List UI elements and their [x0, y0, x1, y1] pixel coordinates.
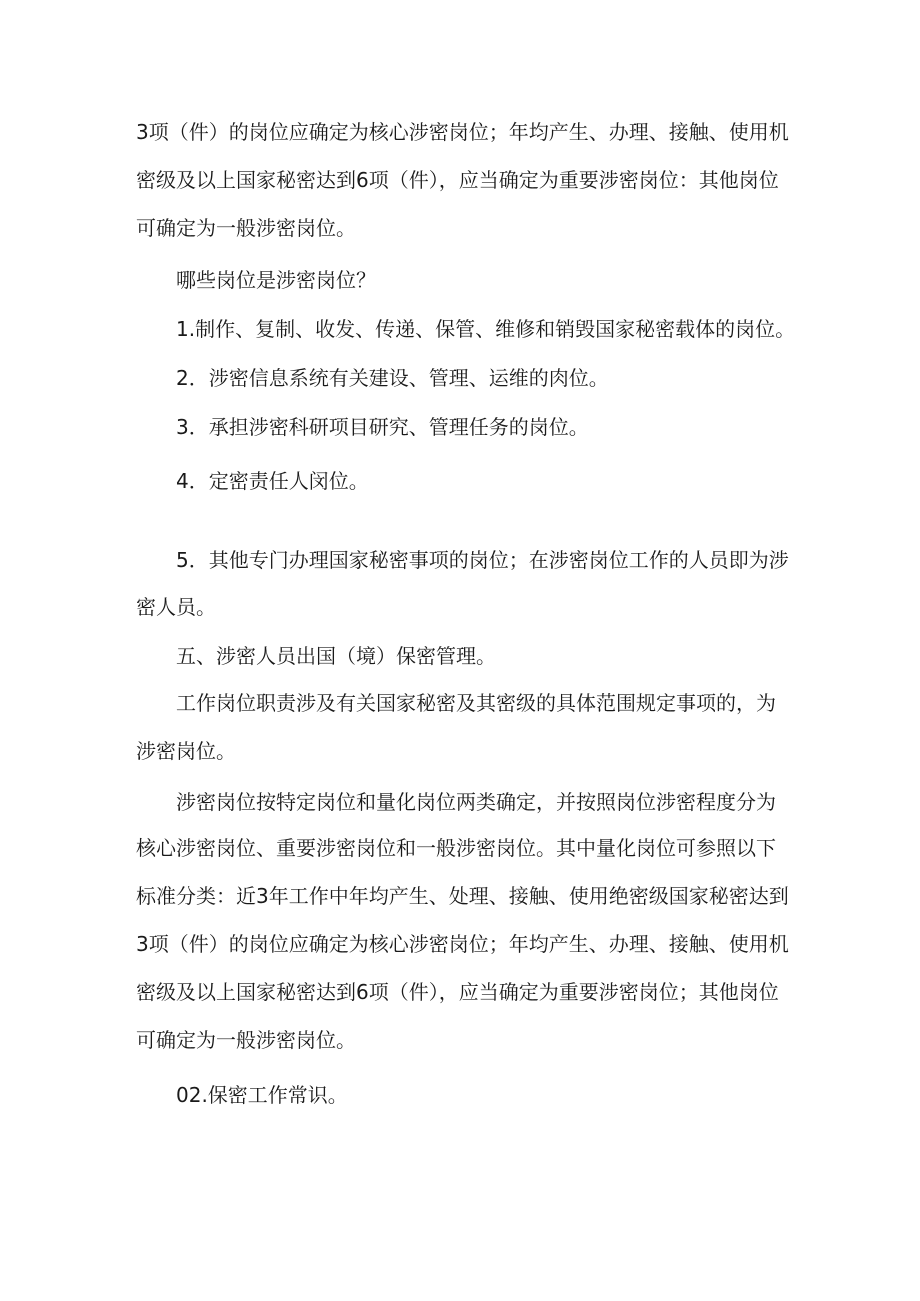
paragraph-line: 可确定为一般涉密岗位。: [136, 216, 356, 240]
section-heading: 五、涉密人员出国（境）保密管理。: [176, 644, 496, 668]
paragraph-line: 涉密岗位按特定岗位和量化岗位两类确定，并按照岗位涉密程度分为: [176, 790, 776, 814]
paragraph-line: 涉密岗位。: [136, 739, 236, 763]
paragraph-line: 标准分类：近3年工作中年均产生、处理、接触、使用绝密级国家秘密达到: [136, 884, 789, 908]
paragraph-line: 密级及以上国家秘密达到6项（件），应当确定为重要涉密岗位；其他岗位: [136, 980, 779, 1004]
list-item-3: 3．承担涉密科研项目研究、管理任务的岗位。: [176, 415, 589, 439]
paragraph-line: 工作岗位职责涉及有关国家秘密及其密级的具体范围规定事项的，为: [176, 691, 776, 715]
paragraph-line: 密人员。: [136, 595, 216, 619]
paragraph-line: 3项（件）的岗位应确定为核心涉密岗位；年均产生、办理、接触、使用机: [136, 932, 789, 956]
section-heading: 02.保密工作常识。: [176, 1083, 348, 1107]
list-item-4: 4．定密责任人闵位。: [176, 469, 369, 493]
list-item-2: 2．涉密信息系统有关建设、管理、运维的肉位。: [176, 366, 609, 390]
paragraph-line: 密级及以上国家秘密达到6项（件），应当确定为重要涉密岗位：其他岗位: [136, 168, 779, 192]
paragraph-line: 核心涉密岗位、重要涉密岗位和一般涉密岗位。其中量化岗位可参照以下: [136, 836, 776, 860]
list-item-1: 1.制作、复制、收发、传递、保管、维修和销毁国家秘密载体的岗位。: [176, 317, 796, 341]
paragraph-line: 3项（件）的岗位应确定为核心涉密岗位；年均产生、办理、接触、使用机: [136, 120, 789, 144]
list-item-5: 5．其他专门办理国家秘密事项的岗位；在涉密岗位工作的人员即为涉: [176, 548, 789, 572]
section-question: 哪些岗位是涉密岗位？: [176, 268, 376, 292]
paragraph-line: 可确定为一般涉密岗位。: [136, 1028, 356, 1052]
